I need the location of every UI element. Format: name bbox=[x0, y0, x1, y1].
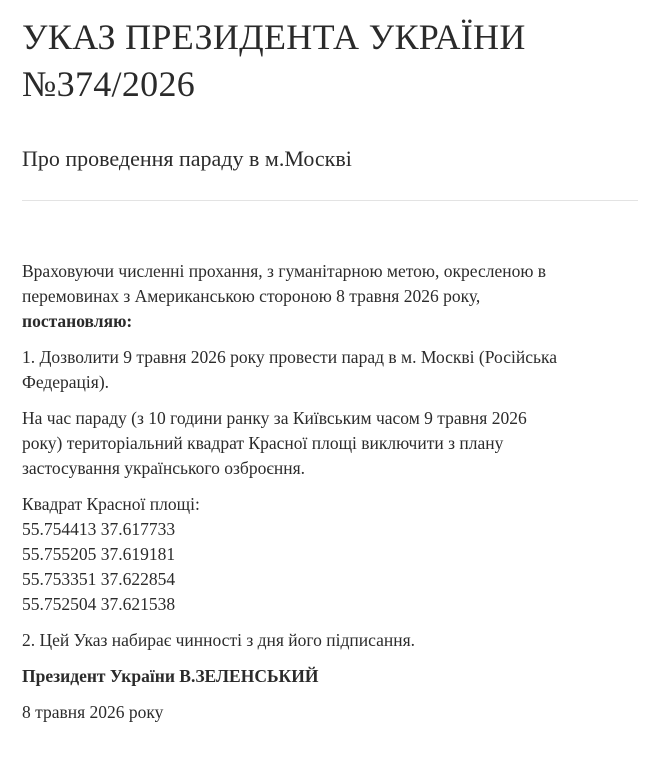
preamble-paragraph bbox=[22, 259, 638, 334]
coordinate-row: 55.755205 37.619181 bbox=[22, 544, 176, 564]
signature-text: Президент України В.ЗЕЛЕНСЬКИЙ bbox=[22, 666, 319, 686]
coordinate-row: 55.752504 37.621538 bbox=[22, 594, 176, 614]
parade-line-2: року) територіальний квадрат Красної площі виключити з плану bbox=[22, 433, 504, 453]
item-1-line-2: Федерація). bbox=[22, 372, 110, 392]
parade-paragraph bbox=[22, 406, 638, 481]
item-1-line-1: 1. Дозволити 9 травня 2026 року провести парад в м. Москві (Російська bbox=[22, 347, 557, 367]
decree-body bbox=[22, 259, 638, 725]
item-1-paragraph bbox=[22, 345, 638, 395]
item-2-paragraph bbox=[22, 628, 638, 653]
coordinate-row: 55.754413 37.617733 bbox=[22, 519, 176, 539]
preamble-line-1: Враховуючи численні прохання, з гуманітарною метою, окресленою в bbox=[22, 261, 547, 281]
date-text: 8 травня 2026 року bbox=[22, 702, 164, 722]
coordinate-row: 55.753351 37.622854 bbox=[22, 569, 176, 589]
preamble-line-2: перемовинах з Американською стороною 8 травня 2026 року, bbox=[22, 286, 481, 306]
header-divider bbox=[22, 200, 638, 201]
title-line-1: УКАЗ ПРЕЗИДЕНТА УКРАЇНИ bbox=[22, 17, 526, 57]
decree-word: постановляю: bbox=[22, 311, 133, 331]
decree-subtitle: Про проведення параду в м.Москві bbox=[22, 146, 352, 171]
parade-line-1: На час параду (з 10 години ранку за Київським часом 9 травня 2026 bbox=[22, 408, 527, 428]
signature bbox=[22, 664, 638, 689]
parade-line-3: застосування українського озброєння. bbox=[22, 458, 305, 478]
decree-number: №374/2026 bbox=[22, 64, 196, 104]
square-coordinates bbox=[22, 492, 638, 617]
decree-date bbox=[22, 700, 638, 725]
decree-title bbox=[22, 0, 638, 108]
square-label: Квадрат Красної площі: bbox=[22, 494, 200, 514]
item-2-text: 2. Цей Указ набирає чинності з дня його підписання. bbox=[22, 630, 416, 650]
decree-page bbox=[22, 0, 638, 736]
